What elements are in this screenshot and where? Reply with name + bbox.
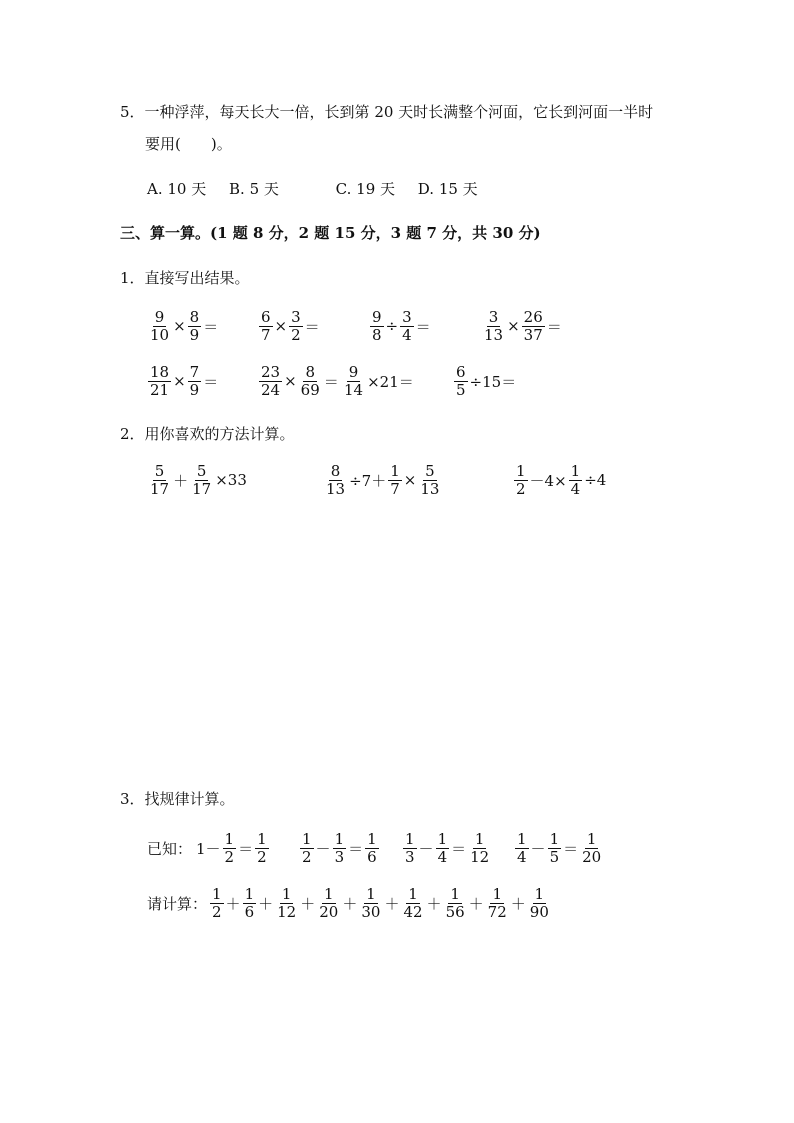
denominator: 13 <box>420 479 440 498</box>
denominator: 8 <box>372 325 382 344</box>
denominator: 56 <box>445 902 465 921</box>
numerator: 1 <box>586 829 597 848</box>
numerator: 1 <box>516 461 526 480</box>
denominator: 10 <box>150 325 170 344</box>
fraction <box>569 463 583 498</box>
operator: ＝ <box>563 839 579 858</box>
denominator: 9 <box>189 380 200 399</box>
numerator: 26 <box>523 307 543 326</box>
q5-options <box>147 178 478 199</box>
denominator: 5 <box>549 847 560 866</box>
denominator: 2 <box>516 479 526 498</box>
denominator: 13 <box>326 479 346 498</box>
denominator: 2 <box>212 902 222 921</box>
operator: ÷15＝ <box>469 372 517 391</box>
numerator: 6 <box>261 307 271 326</box>
numerator: 5 <box>154 461 165 480</box>
fraction <box>259 309 273 344</box>
p3-known-3 <box>402 828 492 868</box>
numerator: 8 <box>305 362 315 381</box>
fraction <box>148 364 171 399</box>
operator: × <box>173 372 186 390</box>
denominator: 4 <box>570 479 581 498</box>
operator: ×21＝ <box>367 372 414 391</box>
numerator: 1 <box>224 829 235 848</box>
p3-title: 3．找规律计算。 <box>120 790 235 808</box>
fraction <box>188 309 202 344</box>
p1-expr-7 <box>341 361 415 401</box>
fraction <box>436 831 450 866</box>
numerator: 9 <box>348 362 359 381</box>
fraction <box>324 463 347 498</box>
p3-known-4 <box>514 828 604 868</box>
fraction <box>342 364 365 399</box>
q5-option-b[interactable]: B. 5 天 <box>229 180 279 198</box>
numerator: 8 <box>189 307 200 326</box>
p1-expr-4 <box>481 306 563 346</box>
denominator: 12 <box>277 902 297 921</box>
denominator: 90 <box>529 902 549 921</box>
denominator: 17 <box>192 479 212 498</box>
p1-expr-5 <box>147 361 219 401</box>
fraction <box>190 463 213 498</box>
numerator: 9 <box>372 307 382 326</box>
fraction <box>148 463 171 498</box>
fraction <box>317 886 340 921</box>
numerator: 1 <box>570 461 581 480</box>
fraction <box>188 364 202 399</box>
fraction <box>370 309 384 344</box>
numerator: 1 <box>281 884 292 903</box>
denominator: 12 <box>470 847 490 866</box>
p2-expr-1 <box>147 460 248 500</box>
p2-expr-3 <box>513 460 607 500</box>
numerator: 1 <box>212 884 222 903</box>
operator: ＋ <box>384 894 400 913</box>
numerator: 1 <box>450 884 460 903</box>
q5-line1: 5．一种浮萍，每天长大一倍，长到第 20 天时长满整个河面，它长到河面一半时 <box>120 103 654 121</box>
numerator: 3 <box>488 307 499 326</box>
fraction <box>400 309 414 344</box>
numerator: 1 <box>390 461 400 480</box>
numerator: 3 <box>402 307 412 326</box>
fraction <box>299 364 322 399</box>
operator: ＋ <box>173 471 189 490</box>
operator: ＝ <box>203 372 219 391</box>
denominator: 2 <box>302 847 312 866</box>
operator: ＋ <box>510 894 526 913</box>
denominator: 7 <box>261 325 271 344</box>
q5-line2: 要用( )。 <box>145 135 232 153</box>
section3-title: 三、算一算。(1 题 8 分，2 题 15 分，3 题 7 分，共 30 分) <box>120 224 541 242</box>
numerator: 1 <box>244 884 255 903</box>
fraction <box>454 364 468 399</box>
numerator: 5 <box>196 461 207 480</box>
denominator: 6 <box>244 902 255 921</box>
denominator: 6 <box>367 847 377 866</box>
fraction <box>418 463 441 498</box>
numerator: 1 <box>324 884 334 903</box>
fraction <box>300 831 314 866</box>
operator: ＋ <box>225 894 241 913</box>
numerator: 1 <box>302 829 312 848</box>
operator: ＝ <box>348 839 364 858</box>
p2-expr-2 <box>323 460 442 500</box>
operator: ＋ <box>468 894 484 913</box>
p1-expr-1 <box>147 306 219 346</box>
numerator: 1 <box>405 829 415 848</box>
fraction <box>486 886 509 921</box>
p3-known-2 <box>299 828 380 868</box>
fraction <box>275 886 298 921</box>
fraction <box>223 831 237 866</box>
numerator: 6 <box>456 362 466 381</box>
numerator: 3 <box>291 307 301 326</box>
p1-expr-2 <box>258 306 321 346</box>
denominator: 4 <box>402 325 412 344</box>
numerator: 1 <box>437 829 448 848</box>
numerator: 1 <box>517 829 527 848</box>
operator: × <box>507 317 520 335</box>
denominator: 30 <box>361 902 381 921</box>
operator: ＝ <box>304 317 320 336</box>
operator: － <box>418 839 434 858</box>
p3-calc-expr <box>209 883 552 923</box>
fraction <box>388 463 402 498</box>
numerator: 8 <box>330 461 341 480</box>
operator: × <box>284 372 297 390</box>
fraction <box>333 831 347 866</box>
denominator: 42 <box>403 902 423 921</box>
p2-title: 2．用你喜欢的方法计算。 <box>120 425 295 443</box>
denominator: 17 <box>150 479 170 498</box>
numerator: 1 <box>549 829 560 848</box>
fraction <box>444 886 467 921</box>
denominator: 14 <box>344 380 364 399</box>
denominator: 3 <box>334 847 345 866</box>
numerator: 1 <box>534 884 545 903</box>
operator: 1－ <box>196 839 221 858</box>
fraction <box>580 831 603 866</box>
operator: ÷ <box>385 317 399 335</box>
operator: － <box>530 839 546 858</box>
denominator: 7 <box>390 479 400 498</box>
fraction <box>548 831 562 866</box>
operator: × <box>274 317 288 335</box>
operator: ÷7＋ <box>349 471 387 490</box>
fraction <box>468 831 491 866</box>
p3-calc-label: 请计算： <box>147 894 208 913</box>
numerator: 9 <box>154 307 165 326</box>
denominator: 5 <box>456 380 466 399</box>
q5-option-c[interactable]: C. 19 天 <box>335 180 396 198</box>
fraction <box>243 886 257 921</box>
operator: ＝ <box>238 839 254 858</box>
fraction <box>255 831 269 866</box>
fraction <box>359 886 382 921</box>
operator: ＝ <box>323 372 339 391</box>
operator: ＝ <box>546 317 562 336</box>
denominator: 20 <box>582 847 602 866</box>
p1-expr-3 <box>369 306 432 346</box>
numerator: 18 <box>150 362 170 381</box>
p1-expr-8 <box>453 361 517 401</box>
operator: ＋ <box>342 894 358 913</box>
fraction <box>401 886 424 921</box>
operator: ＋ <box>300 894 316 913</box>
fraction <box>403 831 417 866</box>
operator: × <box>403 471 417 489</box>
p3-known-label: 已知： <box>147 839 193 858</box>
fraction <box>210 886 224 921</box>
fraction <box>289 309 303 344</box>
fraction <box>259 364 282 399</box>
fraction <box>148 309 171 344</box>
fraction <box>365 831 379 866</box>
fraction <box>482 309 505 344</box>
numerator: 23 <box>261 362 281 381</box>
denominator: 4 <box>437 847 448 866</box>
denominator: 2 <box>257 847 267 866</box>
numerator: 1 <box>334 829 345 848</box>
numerator: 1 <box>474 829 485 848</box>
denominator: 4 <box>517 847 527 866</box>
q5-option-a[interactable]: A. 10 天 <box>147 180 207 198</box>
denominator: 69 <box>300 380 320 399</box>
denominator: 72 <box>487 902 507 921</box>
numerator: 1 <box>367 829 377 848</box>
fraction <box>528 886 551 921</box>
operator: －4× <box>529 471 567 490</box>
operator: － <box>315 839 331 858</box>
denominator: 37 <box>523 325 543 344</box>
numerator: 1 <box>408 884 418 903</box>
denominator: 13 <box>484 325 504 344</box>
fraction <box>522 309 545 344</box>
denominator: 3 <box>405 847 415 866</box>
denominator: 20 <box>319 902 339 921</box>
operator: ＝ <box>415 317 431 336</box>
p3-known-1 <box>195 828 270 868</box>
operator: × <box>173 317 186 335</box>
operator: ＝ <box>451 839 467 858</box>
p1-expr-6 <box>258 361 340 401</box>
fraction <box>515 831 529 866</box>
denominator: 24 <box>261 380 281 399</box>
p1-title: 1．直接写出结果。 <box>120 269 250 287</box>
operator: ×33 <box>215 471 247 489</box>
fraction <box>514 463 528 498</box>
numerator: 5 <box>425 461 435 480</box>
operator: ＋ <box>426 894 442 913</box>
numerator: 1 <box>257 829 267 848</box>
denominator: 2 <box>291 325 301 344</box>
denominator: 21 <box>150 380 170 399</box>
operator: ＝ <box>203 317 219 336</box>
operator: ÷4 <box>584 471 607 489</box>
denominator: 9 <box>189 325 200 344</box>
numerator: 1 <box>492 884 502 903</box>
numerator: 7 <box>189 362 200 381</box>
q5-option-d[interactable]: D. 15 天 <box>417 180 478 198</box>
operator: ＋ <box>258 894 274 913</box>
denominator: 2 <box>224 847 235 866</box>
numerator: 1 <box>366 884 376 903</box>
